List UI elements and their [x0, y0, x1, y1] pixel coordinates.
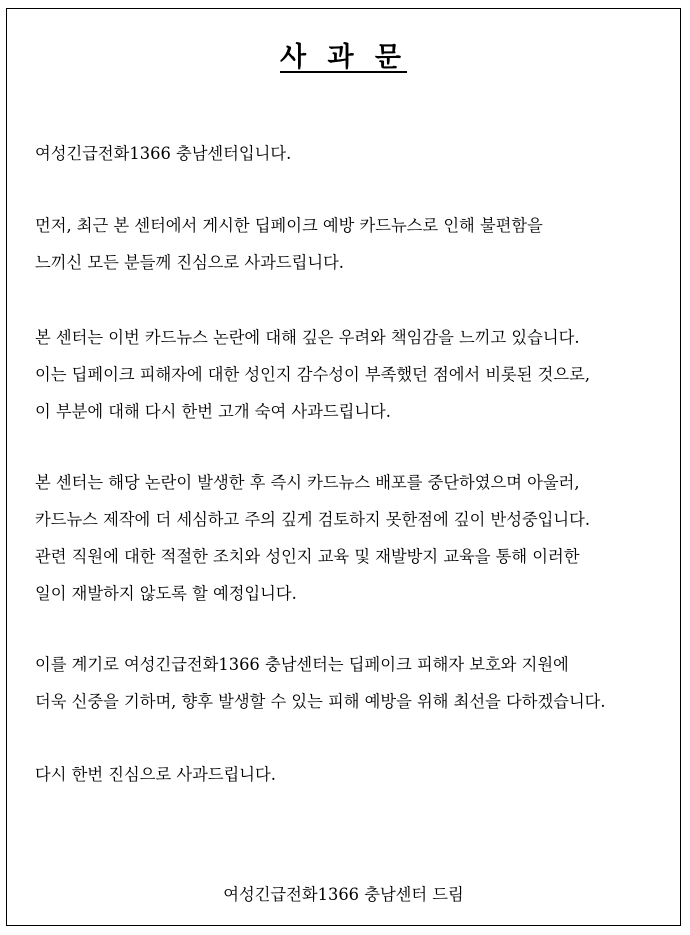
paragraph-line: 카드뉴스 제작에 더 세심하고 주의 깊게 검토하지 못한점에 깊이 반성중입니다. — [35, 510, 591, 529]
paragraph-line: 이 부분에 대해 다시 한번 고개 숙여 사과드립니다. — [35, 402, 391, 421]
paragraph-line: 다시 한번 진심으로 사과드립니다. — [35, 765, 276, 784]
paragraph-greeting — [35, 135, 663, 172]
signature: 여성긴급전화1366 충남센터 드림 — [223, 885, 464, 904]
document-title-text: 사 과 문 — [279, 42, 408, 73]
paragraph-line: 관련 직원에 대한 적절한 조치와 성인지 교육 및 재발방지 교육을 통해 이러한 — [35, 547, 580, 566]
paragraph-line: 느끼신 모든 분들께 진심으로 사과드립니다. — [35, 253, 344, 272]
document-title — [7, 35, 680, 74]
paragraph-line: 이를 계기로 여성긴급전화1366 충남센터는 딥페이크 피해자 보호와 지원에 — [35, 655, 569, 674]
paragraph-line: 여성긴급전화1366 충남센터입니다. — [35, 144, 292, 163]
paragraph-line: 더욱 신중을 기하며, 향후 발생할 수 있는 피해 예방을 위해 최선을 다하겠습니다. — [35, 692, 606, 711]
paragraph-line: 이는 딥페이크 피해자에 대한 성인지 감수성이 부족했던 점에서 비롯된 것으로, — [35, 365, 591, 384]
paragraph-closing — [35, 756, 663, 793]
paragraph-commitment — [35, 646, 663, 720]
paragraph-line: 먼저, 최근 본 센터에서 게시한 딥페이크 예방 카드뉴스로 인해 불편함을 — [35, 216, 543, 235]
paragraph-actions — [35, 464, 663, 612]
paragraph-apology — [35, 207, 663, 281]
paragraph-responsibility — [35, 319, 663, 430]
paragraph-line: 본 센터는 해당 논란이 발생한 후 즉시 카드뉴스 배포를 중단하였으며 아울러, — [35, 473, 580, 492]
paragraph-line: 본 센터는 이번 카드뉴스 논란에 대해 깊은 우려와 책임감을 느끼고 있습니다. — [35, 328, 580, 347]
paragraph-line: 일이 재발하지 않도록 할 예정입니다. — [35, 584, 297, 603]
apology-document — [6, 8, 681, 926]
